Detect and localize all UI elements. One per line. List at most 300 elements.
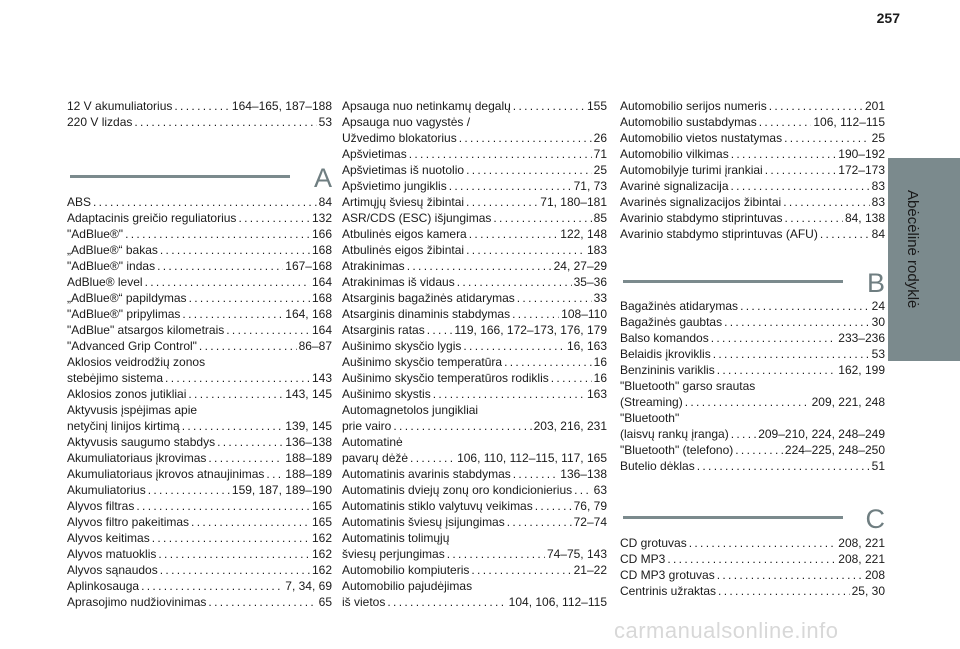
side-tab-label: Abėcėlinė rodyklė — [904, 190, 921, 309]
dot-leader — [208, 594, 316, 610]
index-term: Belaidis įkroviklis — [620, 347, 711, 361]
dot-leader — [189, 290, 310, 306]
page-reference: 71 — [593, 147, 607, 161]
index-entry-line — [620, 210, 885, 226]
index-entry — [342, 402, 607, 434]
index-term: Avarinės signalizacijos žibintai — [620, 195, 782, 209]
index-entry — [342, 338, 607, 354]
dot-leader — [160, 242, 310, 258]
index-entry — [620, 567, 885, 583]
dot-leader — [191, 514, 310, 530]
index-entry — [342, 274, 607, 290]
index-entry-line — [342, 418, 607, 434]
index-term: (laisvų rankų įranga) — [620, 427, 729, 441]
index-entry — [620, 314, 885, 330]
index-term: Akumuliatoriaus įkrovos atnaujinimas — [67, 467, 265, 481]
dot-leader — [217, 434, 283, 450]
dot-leader — [689, 535, 837, 551]
dot-leader — [152, 530, 310, 546]
page-reference: 162 — [311, 547, 332, 561]
page-reference: 63 — [593, 483, 607, 497]
section-header-b — [620, 268, 885, 301]
index-entry — [342, 146, 607, 162]
index-entry — [67, 114, 332, 130]
index-entry-line — [342, 274, 607, 290]
dot-leader — [517, 290, 592, 306]
index-entry-line — [67, 546, 332, 562]
index-term: Centrinis užraktas — [620, 584, 717, 598]
section-letter: C — [865, 504, 885, 534]
index-entry — [342, 498, 607, 514]
index-term: 220 V lizdas — [67, 115, 133, 129]
index-entry-first-line: Automobilio pajudėjimas — [342, 579, 473, 593]
index-entry — [67, 98, 332, 114]
index-entry — [620, 98, 885, 114]
dot-leader — [493, 210, 591, 226]
index-entry-line — [620, 194, 885, 210]
page-reference: 108–110 — [561, 307, 607, 321]
index-term: prie vairo — [342, 419, 392, 433]
dot-leader — [208, 450, 283, 466]
index-term: "AdBlue®" pripylimas — [67, 307, 181, 321]
dot-leader — [711, 330, 837, 346]
dot-leader — [783, 194, 869, 210]
index-entry — [67, 258, 332, 274]
dot-leader — [513, 98, 585, 114]
index-entry-line — [67, 338, 332, 354]
index-entry-line — [67, 386, 332, 402]
page-reference: 209–210, 224, 248–249 — [758, 427, 885, 441]
index-entry-line — [67, 242, 332, 258]
index-entry — [342, 194, 607, 210]
index-entry — [620, 146, 885, 162]
index-entry-line — [67, 98, 332, 114]
dot-leader — [512, 306, 559, 322]
dot-leader — [459, 130, 592, 146]
index-entry — [67, 514, 332, 530]
page-reference: 155 — [586, 99, 607, 113]
page-reference: 172–173 — [838, 163, 885, 177]
index-term: "Advanced Grip Control" — [67, 339, 197, 353]
page-reference: 168 — [311, 291, 332, 305]
page-reference: 162 — [311, 531, 332, 545]
page-reference: 136–138 — [285, 435, 332, 449]
dot-leader — [409, 146, 592, 162]
dot-leader — [393, 418, 531, 434]
page-reference: 53 — [318, 115, 332, 129]
index-entry-line — [342, 370, 607, 386]
index-entry-line — [620, 551, 885, 567]
index-entry-line — [342, 354, 607, 370]
page-reference: 76, 79 — [573, 499, 607, 513]
index-entry — [620, 130, 885, 146]
index-term: CD grotuvas — [620, 536, 687, 550]
index-term: Automobilyje turimi įrankiai — [620, 163, 763, 177]
page-reference: 74–75, 143 — [546, 547, 607, 561]
index-entry-line — [620, 458, 885, 474]
index-entry — [67, 482, 332, 498]
page-reference: 26 — [593, 131, 607, 145]
index-entry-line — [342, 258, 607, 274]
dot-leader — [148, 482, 230, 498]
dot-leader — [785, 210, 843, 226]
index-term: Aprasojimo nudžiovinimas — [67, 595, 207, 609]
index-entry — [342, 210, 607, 226]
index-term: Atsarginis ratas — [342, 323, 425, 337]
index-term: Bagažinės gaubtas — [620, 315, 723, 329]
index-entry-line — [67, 370, 332, 386]
index-entry — [620, 362, 885, 378]
index-entry — [67, 338, 332, 354]
index-entry — [620, 114, 885, 130]
index-entry — [342, 290, 607, 306]
index-entry-line — [620, 442, 885, 458]
index-entry — [620, 226, 885, 242]
dot-leader — [717, 567, 863, 583]
section-letter: B — [866, 268, 885, 298]
index-entry-line — [67, 530, 332, 546]
index-entry — [342, 98, 607, 114]
index-term: Automatinis šviesų įsijungimas — [342, 515, 505, 529]
dot-leader — [93, 194, 317, 210]
index-term: ABS — [67, 195, 92, 209]
index-entry — [342, 162, 607, 178]
index-term: Atrakinimas — [342, 259, 405, 273]
index-entry — [67, 242, 332, 258]
index-entry — [67, 306, 332, 322]
dot-leader — [685, 394, 810, 410]
index-entry-first-line: "Bluetooth" garso srautas — [620, 379, 756, 393]
dot-leader — [574, 482, 592, 498]
index-entry-line — [67, 322, 332, 338]
index-entry-line — [67, 290, 332, 306]
index-term: Alyvos sąnaudos — [67, 563, 158, 577]
index-entry — [67, 434, 332, 450]
page-reference: 30 — [871, 315, 885, 329]
page-reference: 164 — [311, 275, 332, 289]
page-reference: 21–22 — [573, 563, 607, 577]
section-header-a — [67, 163, 332, 196]
dot-leader — [466, 242, 585, 258]
index-entry — [342, 178, 607, 194]
index-entry-line — [620, 394, 885, 410]
page-reference: 164, 168 — [285, 307, 332, 321]
index-term: Atbulinės eigos kamera — [342, 227, 467, 241]
dot-leader — [471, 562, 571, 578]
index-term: Alyvos filtras — [67, 499, 135, 513]
index-entry — [67, 530, 332, 546]
index-term: Automobilio serijos numeris — [620, 99, 767, 113]
page-reference: 209, 221, 248 — [811, 395, 885, 409]
dot-leader — [469, 226, 559, 242]
index-term: Aktyvusis saugumo stabdys — [67, 435, 216, 449]
index-term: „AdBlue®“ bakas — [67, 243, 158, 257]
index-entry — [342, 306, 607, 322]
index-entry — [67, 562, 332, 578]
dot-leader — [449, 178, 572, 194]
index-entry — [67, 194, 332, 210]
index-entry-line — [342, 386, 607, 402]
index-term: Aklosios zonos jutikliai — [67, 387, 187, 401]
index-entry — [342, 482, 607, 498]
index-entry-line — [342, 450, 607, 466]
index-entry-line — [67, 258, 332, 274]
page-reference: 164 — [311, 323, 332, 337]
index-entry — [67, 578, 332, 594]
index-entry-line — [620, 298, 885, 314]
page-reference: 65 — [318, 595, 332, 609]
index-entry-line — [342, 514, 607, 530]
index-entry — [342, 386, 607, 402]
page-reference: 71, 180–181 — [540, 195, 607, 209]
index-entry — [342, 434, 607, 466]
index-entry-first-line: Automagnetolos jungikliai — [342, 403, 479, 417]
index-entry — [620, 194, 885, 210]
dot-leader — [820, 226, 870, 242]
dot-leader — [507, 514, 572, 530]
index-entry — [67, 546, 332, 562]
index-term: Apsauga nuo netinkamų degalų — [342, 99, 511, 113]
dot-leader — [199, 338, 297, 354]
dot-leader — [735, 442, 783, 458]
index-entry-line — [67, 498, 332, 514]
index-entry — [67, 274, 332, 290]
dot-leader — [407, 258, 552, 274]
index-entry-line — [67, 482, 332, 498]
section-rule — [70, 175, 290, 178]
index-entry-line — [342, 498, 607, 514]
index-entry-line — [67, 594, 332, 610]
index-entry-first-line: Aklosios veidrodžių zonos — [67, 355, 206, 369]
index-entry-line — [342, 162, 607, 178]
index-entry-line — [342, 562, 607, 578]
section-rule — [623, 516, 843, 519]
index-entry — [342, 578, 607, 610]
page-reference: 51 — [871, 459, 885, 473]
index-term: Alyvos filtro pakeitimas — [67, 515, 190, 529]
page-reference: 84, 138 — [844, 211, 885, 225]
dot-leader — [182, 418, 284, 434]
index-term: Atsarginis dinaminis stabdymas — [342, 307, 511, 321]
index-entry-line — [342, 546, 607, 562]
dot-leader — [466, 194, 538, 210]
dot-leader — [466, 162, 592, 178]
index-term: Aušinimo skysčio lygis — [342, 339, 462, 353]
index-entry — [342, 466, 607, 482]
dot-leader — [226, 322, 310, 338]
index-term: Atrakinimas iš vidaus — [342, 275, 455, 289]
page-reference: 71, 73 — [573, 179, 607, 193]
page-reference: 139, 145 — [285, 419, 332, 433]
dot-leader — [188, 386, 283, 402]
index-entry — [620, 583, 885, 599]
dot-leader — [718, 583, 850, 599]
page-reference: 163 — [586, 387, 607, 401]
index-entry-line — [342, 338, 607, 354]
index-entry — [67, 210, 332, 226]
dot-leader — [433, 386, 585, 402]
dot-leader — [504, 354, 592, 370]
dot-leader — [759, 114, 812, 130]
index-entry-first-line: Apsauga nuo vagystės / — [342, 115, 471, 129]
index-entry — [342, 114, 607, 146]
page-reference: 7, 34, 69 — [285, 579, 332, 593]
index-term: Benzininis variklis — [620, 363, 715, 377]
page-reference: 35–36 — [573, 275, 607, 289]
index-entry-line — [342, 306, 607, 322]
index-term: netyčinį linijos kirtimą — [67, 419, 180, 433]
index-entry-line — [342, 98, 607, 114]
index-term: iš vietos — [342, 595, 386, 609]
page-reference: 25 — [871, 131, 885, 145]
index-term: Bagažinės atidarymas — [620, 299, 739, 313]
section-rule — [623, 280, 843, 283]
page-reference: 143 — [311, 371, 332, 385]
index-term: Akumuliatoriaus įkrovimas — [67, 451, 207, 465]
index-entry-line — [342, 482, 607, 498]
page-reference: 166 — [311, 227, 332, 241]
page-reference: 24 — [871, 299, 885, 313]
dot-leader — [513, 466, 559, 482]
index-entry — [620, 442, 885, 458]
index-term: AdBlue® level — [67, 275, 143, 289]
index-entry — [67, 322, 332, 338]
page-reference: 106, 110, 112–115, 117, 165 — [457, 451, 607, 465]
index-term: CD MP3 grotuvas — [620, 568, 715, 582]
page-reference: 104, 106, 112–115 — [508, 595, 607, 609]
index-entry-line — [67, 274, 332, 290]
page-reference: 136–138 — [560, 467, 607, 481]
index-term: (Streaming) — [620, 395, 683, 409]
index-entry — [67, 594, 332, 610]
dot-leader — [697, 458, 870, 474]
index-term: Adaptacinis greičio reguliatorius — [67, 211, 237, 225]
index-term: Alyvos keitimas — [67, 531, 150, 545]
dot-leader — [769, 98, 863, 114]
page-reference: 168 — [311, 243, 332, 257]
dot-leader — [125, 226, 310, 242]
dot-leader — [141, 578, 283, 594]
dot-leader — [427, 322, 453, 338]
index-term: Apšvietimas iš nuotolio — [342, 163, 465, 177]
dot-leader — [238, 210, 310, 226]
dot-leader — [535, 498, 572, 514]
index-term: Apšvietimas — [342, 147, 407, 161]
index-entry — [620, 298, 885, 314]
page-reference: 72–74 — [573, 515, 607, 529]
dot-leader — [717, 362, 837, 378]
dot-leader — [713, 346, 870, 362]
index-entry-line — [620, 178, 885, 194]
page-reference: 83 — [871, 195, 885, 209]
dot-leader — [134, 114, 316, 130]
dot-leader — [457, 274, 572, 290]
index-entry — [620, 458, 885, 474]
index-entry — [342, 258, 607, 274]
dot-leader — [158, 546, 310, 562]
index-entry-line — [67, 578, 332, 594]
page-reference: 106, 112–115 — [813, 115, 885, 129]
index-entry — [67, 354, 332, 386]
page-reference: 33 — [593, 291, 607, 305]
index-entry-line — [67, 226, 332, 242]
index-term: Butelio dėklas — [620, 459, 695, 473]
index-entry — [620, 330, 885, 346]
index-term: "AdBlue®" indas — [67, 259, 156, 273]
index-entry-line — [342, 466, 607, 482]
index-entry — [620, 410, 885, 442]
page-reference: 162, 199 — [838, 363, 885, 377]
index-term: pavarų dėžė — [342, 451, 409, 465]
page-reference: 84 — [318, 195, 332, 209]
index-entry-line — [342, 322, 607, 338]
index-entry-line — [67, 434, 332, 450]
index-entry-first-line: Automatinis tolimųjų — [342, 531, 450, 545]
index-entry — [620, 162, 885, 178]
index-term: Apšvietimo jungiklis — [342, 179, 447, 193]
page-number: 257 — [876, 10, 900, 26]
page-reference: 203, 216, 231 — [533, 419, 607, 433]
index-entry — [342, 370, 607, 386]
page-reference: 83 — [871, 179, 885, 193]
index-entry — [620, 551, 885, 567]
page-reference: 84 — [871, 227, 885, 241]
index-entry-line — [620, 314, 885, 330]
index-entry — [67, 402, 332, 434]
index-entry-line — [342, 242, 607, 258]
index-entry — [67, 386, 332, 402]
index-term: Avarinė signalizacija — [620, 179, 729, 193]
page-reference: 16, 163 — [566, 339, 607, 353]
index-term: Atbulinės eigos žibintai — [342, 243, 465, 257]
dot-leader — [667, 551, 836, 567]
page-reference: 53 — [871, 347, 885, 361]
dot-leader — [410, 450, 455, 466]
index-term: Avarinio stabdymo stiprintuvas — [620, 211, 783, 225]
page-reference: 162 — [311, 563, 332, 577]
index-entry — [67, 466, 332, 482]
index-term: Atsarginis bagažinės atidarymas — [342, 291, 515, 305]
page-reference: 119, 166, 172–173, 176, 179 — [454, 323, 607, 337]
index-term: Aplinkosauga — [67, 579, 140, 593]
dot-leader — [731, 426, 756, 442]
index-entry-line — [67, 514, 332, 530]
index-term: Automobilio sustabdymas — [620, 115, 757, 129]
dot-leader — [387, 594, 506, 610]
index-entry — [620, 378, 885, 410]
page-reference: 165 — [311, 515, 332, 529]
index-entry-line — [67, 418, 332, 434]
index-term: Automatinis dviejų zonų oro kondicionierius — [342, 483, 573, 497]
index-term: Aušinimo skystis — [342, 387, 431, 401]
page-reference: 16 — [593, 355, 607, 369]
index-term: Automatinis avarinis stabdymas — [342, 467, 511, 481]
page-reference: 190–192 — [838, 147, 885, 161]
page-reference: 165 — [311, 499, 332, 513]
index-entry — [342, 354, 607, 370]
page-reference: 132 — [311, 211, 332, 225]
dot-leader — [145, 274, 310, 290]
dot-leader — [447, 546, 545, 562]
page-reference: 122, 148 — [560, 227, 607, 241]
index-entry-line — [620, 535, 885, 551]
page-reference: 208, 221 — [838, 552, 885, 566]
index-entry — [67, 226, 332, 242]
page-reference: 188–189 — [285, 467, 332, 481]
index-entry — [342, 530, 607, 562]
index-term: Akumuliatorius — [67, 483, 146, 497]
page-reference: 159, 187, 189–190 — [231, 483, 332, 497]
